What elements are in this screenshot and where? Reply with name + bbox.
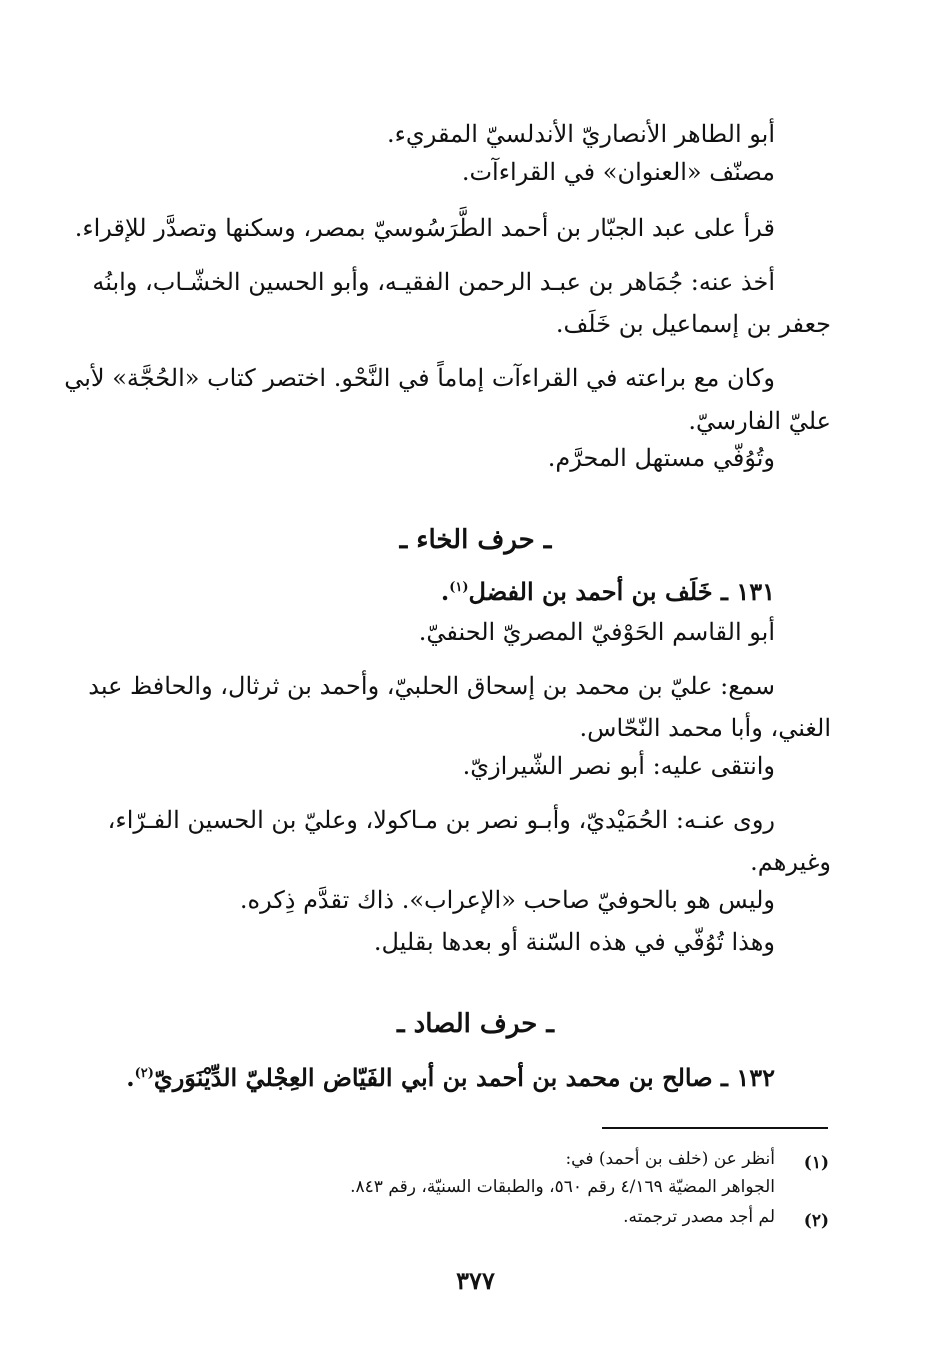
body-line: وتُوُفّي مستهل المحرَّم. bbox=[547, 444, 775, 472]
body-line: وغيرهم. bbox=[750, 848, 831, 876]
body-line: سمع: عليّ بن محمد بن إسحاق الحلبيّ، وأحمد بن ثرثال، والحافظ عبد bbox=[88, 672, 775, 700]
body-line: روى عنـه: الحُمَيْديّ، وأبـو نصر بن مـاكولا، وعليّ بن الحسين الفـرّاء، bbox=[107, 806, 775, 834]
body-line: جعفر بن إسماعيل بن خَلَف. bbox=[555, 310, 831, 338]
body-line: قرأ على عبد الجبّار بن أحمد الطَّرَسُوسيّ بمصر، وسكنها وتصدَّر للإقراء. bbox=[74, 214, 775, 242]
body-line: الغني، وأبا محمد النّحّاس. bbox=[579, 714, 831, 742]
body-line: وكان مع براعته في القراءآت إماماً في النَّحْو. اختصر كتاب «الحُجَّة» لأبي bbox=[64, 364, 775, 392]
footnote-line: لم أجد مصدر ترجمته. bbox=[623, 1207, 775, 1227]
footnote-line: الجواهر المضيّة ٤/١٦٩ رقم ٥٦٠، والطبقات السنيّة، رقم ٨٤٣. bbox=[350, 1177, 775, 1197]
page-number: ٣٧٧ bbox=[456, 1266, 495, 1295]
body-line: مصنّف «العنوان» في القراءآت. bbox=[461, 158, 775, 186]
body-line: أبو الطاهر الأنصاريّ الأندلسيّ المقريء. bbox=[387, 120, 775, 148]
body-line: وليس هو بالحوفيّ صاحب «الإعراب». ذاك تقدَّم ذِكره. bbox=[239, 886, 775, 914]
footnote-divider bbox=[602, 1127, 828, 1129]
footnote-ref: (١) bbox=[449, 580, 469, 595]
entry-title-period: . bbox=[440, 577, 450, 606]
entry-title-period: . bbox=[126, 1063, 135, 1092]
entry-title bbox=[441, 574, 775, 610]
entry-title-text: ١٣٢ ـ صالح بن محمد بن أحمد بن أبي الفَيّاض العِجْليّ الدِّيْنَوَريّ bbox=[153, 1063, 775, 1092]
section-heading: ـ حرف الخاء ـ bbox=[399, 525, 552, 555]
section-heading: ـ حرف الصاد ـ bbox=[397, 1009, 554, 1039]
entry-title bbox=[126, 1060, 775, 1096]
entry-title-text: ١٣١ ـ خَلَف بن أحمد بن الفضل bbox=[468, 577, 775, 606]
footnote-number: (١) bbox=[803, 1153, 829, 1173]
footnote-line: أنظر عن (خلف بن أحمد) في: bbox=[565, 1149, 775, 1169]
body-line: أخذ عنه: جُمَاهر بن عبـد الرحمن الفقيـه، وأبو الحسين الخشّـاب، وابنُه bbox=[92, 268, 775, 296]
body-line: وانتقى عليه: أبو نصر الشّيرازيّ. bbox=[462, 752, 775, 780]
footnote-number: (٢) bbox=[803, 1211, 829, 1231]
body-line: وهذا تُوُفّي في هذه السّنة أو بعدها بقليل. bbox=[373, 928, 775, 956]
body-line: أبو القاسم الحَوْفيّ المصريّ الحنفيّ. bbox=[418, 618, 775, 646]
footnote-ref: (٢) bbox=[134, 1066, 154, 1081]
body-line: عليّ الفارسيّ. bbox=[688, 407, 831, 435]
